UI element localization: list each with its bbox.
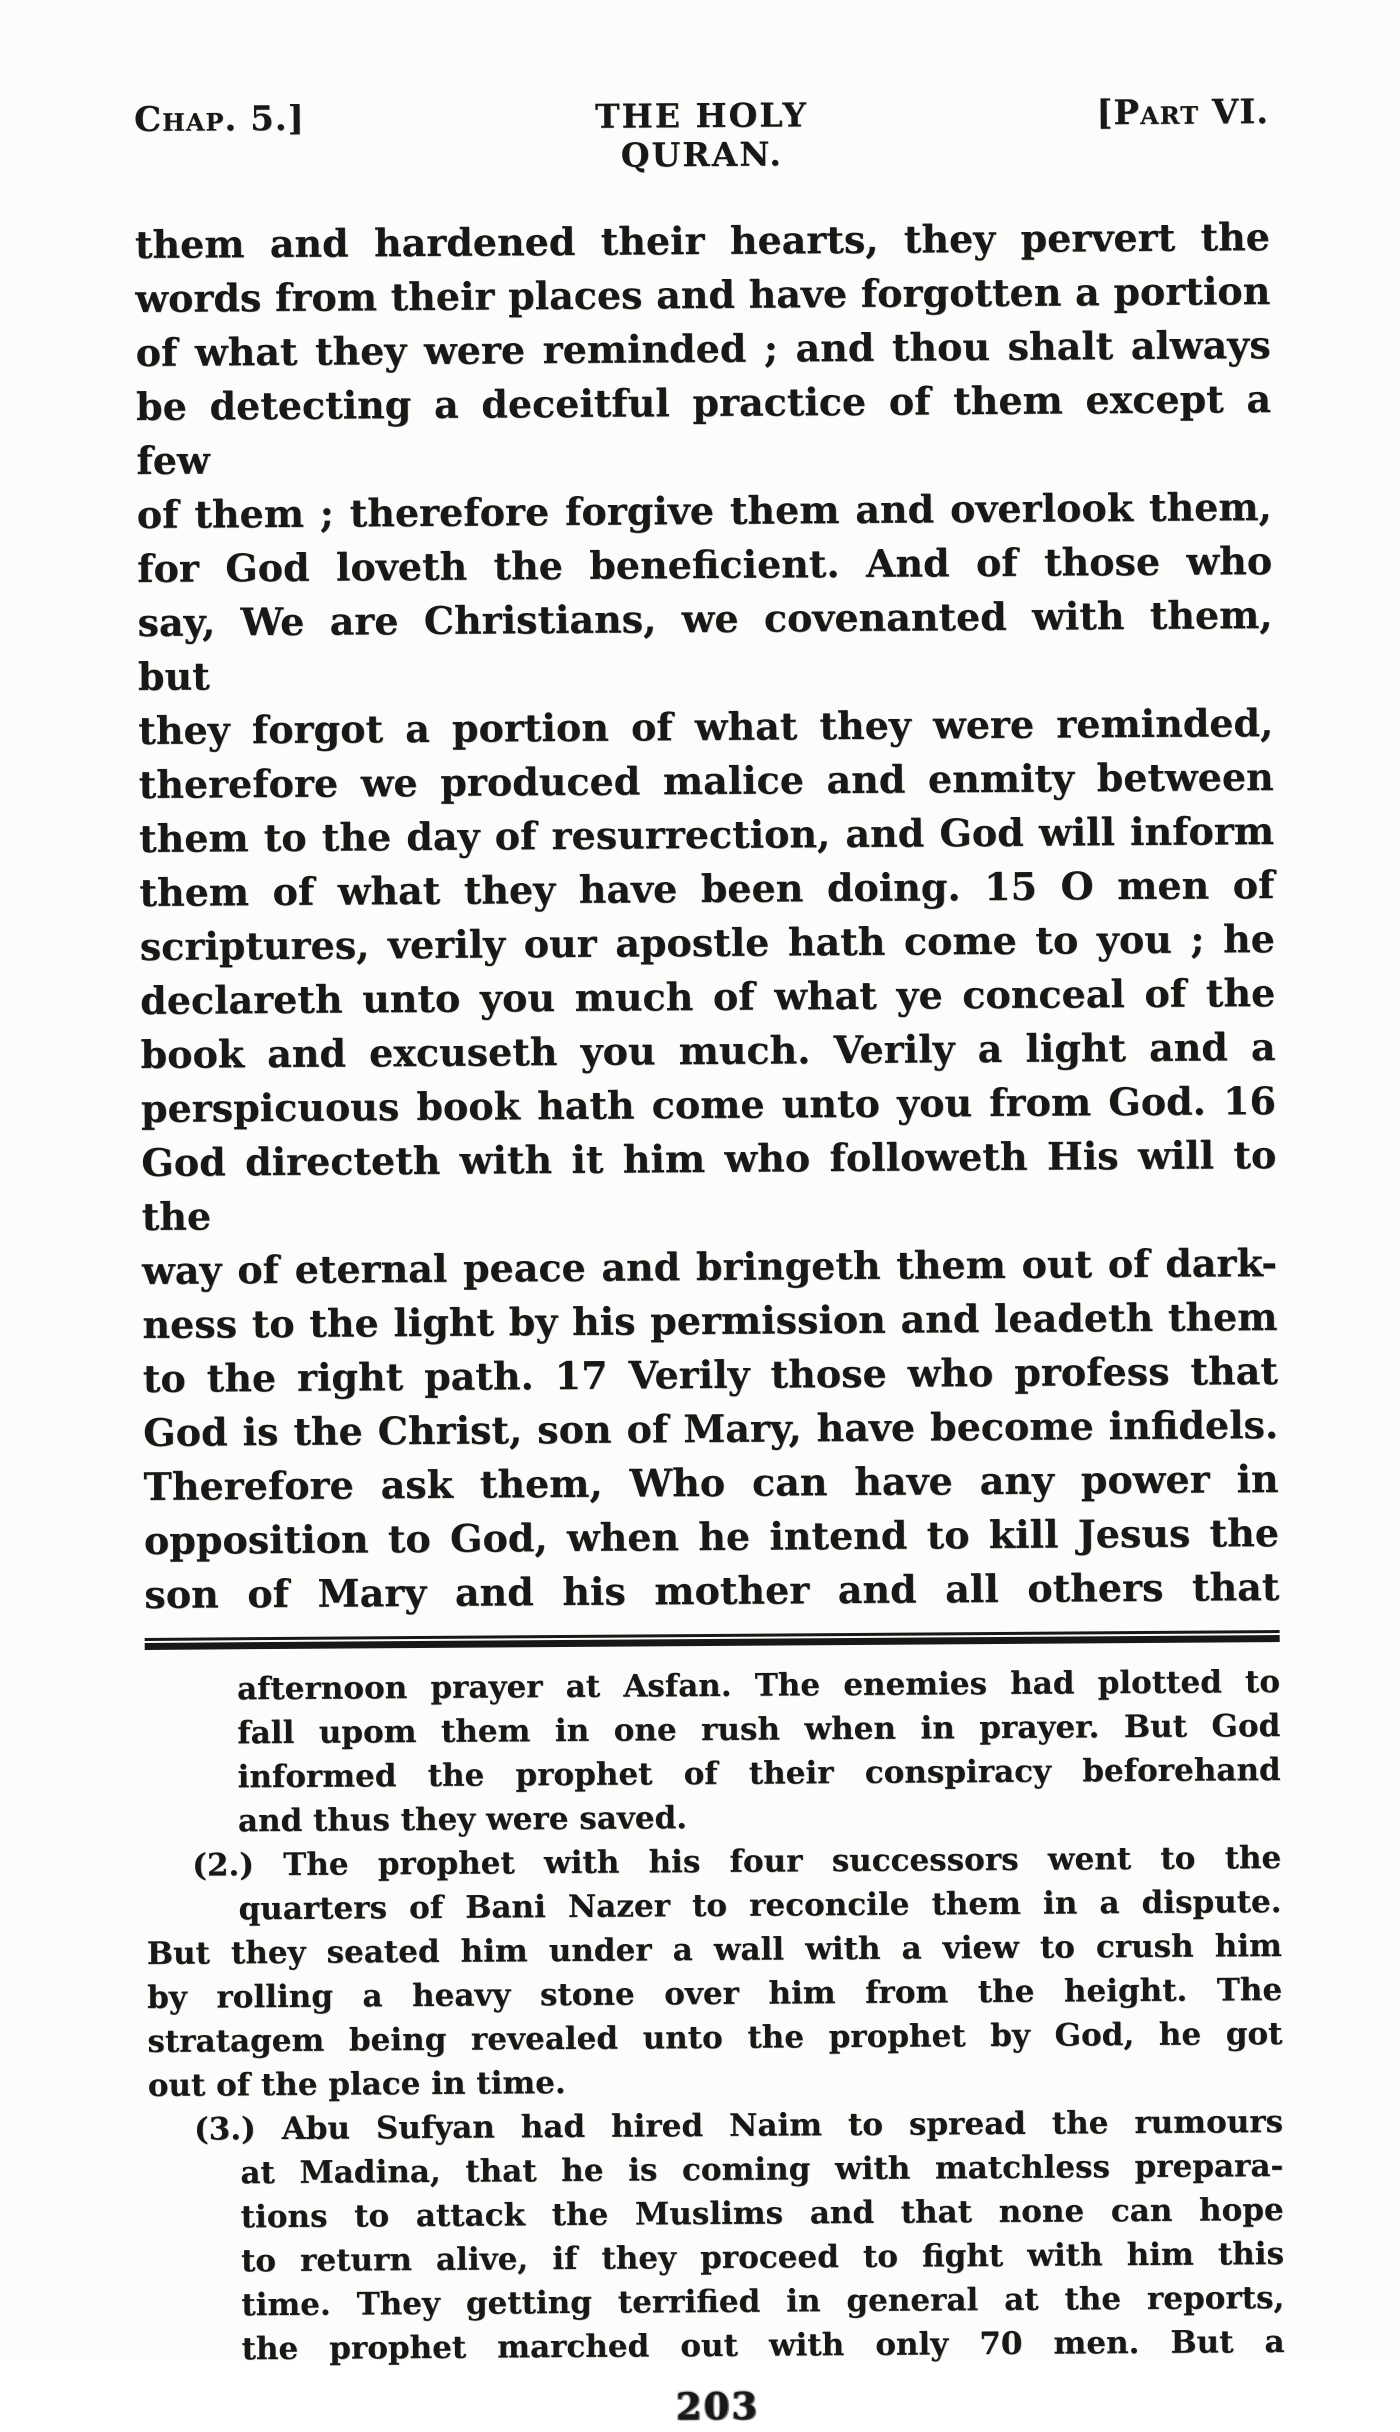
- page-content: [133, 0, 1285, 2432]
- footnote-line: the prophet marched out with only 70 men. But a: [241, 2324, 1285, 2368]
- body-line: therefore we produced malice and enmity between: [138, 754, 1274, 807]
- footnote-line: time. They getting terrified in general at the reports,: [241, 2280, 1285, 2324]
- body-line: God is the Christ, son of Mary, have become infidels.: [143, 1402, 1279, 1455]
- footnote-line: to return alive, if they proceed to fight with him this: [240, 2236, 1285, 2280]
- body-line: perspicuous book hath come unto you from God. 16: [140, 1078, 1277, 1131]
- footnote-line: fall upom them in one rush when in prayer. But God: [237, 1708, 1281, 1752]
- header-part: [Part VI.: [1096, 92, 1270, 134]
- body-line: of what they were reminded ; and thou shalt always: [135, 322, 1271, 375]
- footnote-separator: [145, 1630, 1280, 1650]
- footnotes: [145, 1660, 1285, 2372]
- body-line: scriptures, verily our apostle hath come to you ; he: [139, 916, 1275, 969]
- body-line: opposition to God, when he intend to kill Jesus the: [143, 1510, 1280, 1563]
- body-line: declareth unto you much of what ye conceal of the: [140, 970, 1276, 1023]
- footnote-line: (2.) The prophet with his four successors went to the: [192, 1840, 1282, 1884]
- body-line: them of what they have been doing. 15 O men of: [139, 862, 1275, 915]
- footnote-line: quarters of Bani Nazer to reconcile them in a dispute.: [238, 1884, 1282, 1928]
- footnote-line: informed the prophet of their conspiracy beforehand: [237, 1752, 1281, 1796]
- body-line: be detecting a deceitful practice of them except a few: [135, 376, 1272, 483]
- footnote-line: afternoon prayer at Asfan. The enemies had plotted to: [236, 1664, 1281, 1708]
- body-line: for God loveth the beneficient. And of those who: [137, 538, 1273, 591]
- body-line: to the right path. 17 Verily those who profess that: [142, 1348, 1278, 1401]
- body-line: way of eternal peace and bringeth them out of dark-: [141, 1240, 1278, 1293]
- body-line: ness to the light by his permission and leadeth them: [142, 1294, 1278, 1347]
- page-header: [134, 92, 1270, 178]
- body-line: them and hardened their hearts, they pervert the: [134, 214, 1271, 267]
- footnote-line: But they seated him under a wall with a view to crush him: [146, 1928, 1282, 1972]
- body-line: Therefore ask them, Who can have any power in: [143, 1456, 1279, 1509]
- footnote-line: stratagem being revealed unto the prophet by God, he got: [147, 2016, 1283, 2060]
- header-title: THE HOLY QURAN.: [594, 95, 809, 175]
- body-text: [135, 210, 1280, 1622]
- page-number: 203: [675, 2383, 760, 2429]
- body-line: son of Mary and his mother and all others that: [144, 1564, 1280, 1617]
- header-chapter: Chap. 5.]: [133, 98, 305, 140]
- body-line: them to the day of resurrection, and God will inform: [138, 808, 1275, 861]
- footnote-line: tions to attack the Muslims and that none can hope: [240, 2192, 1284, 2236]
- body-line: of them ; therefore forgive them and overlook them,: [136, 484, 1272, 537]
- body-line: words from their places and have forgotten a portion: [135, 268, 1271, 321]
- footnote-line: (3.) Abu Sufyan had hired Naim to spread the rumours: [193, 2104, 1284, 2148]
- footnote-line: out of the place in time.: [147, 2065, 566, 2104]
- body-line: they forgot a portion of what they were reminded,: [138, 700, 1274, 753]
- footnote-line: by rolling a heavy stone over him from the height. The: [147, 1972, 1283, 2016]
- footnote-line: and thus they were saved.: [237, 1800, 688, 1840]
- body-line: God directeth with it him who followeth His will to the: [141, 1132, 1277, 1239]
- body-line: book and excuseth you much. Verily a light and a: [140, 1024, 1276, 1077]
- body-line: say, We are Christians, we covenanted with them, but: [137, 592, 1273, 699]
- footnote-line: at Madina, that he is coming with matchless prepara-: [240, 2148, 1284, 2192]
